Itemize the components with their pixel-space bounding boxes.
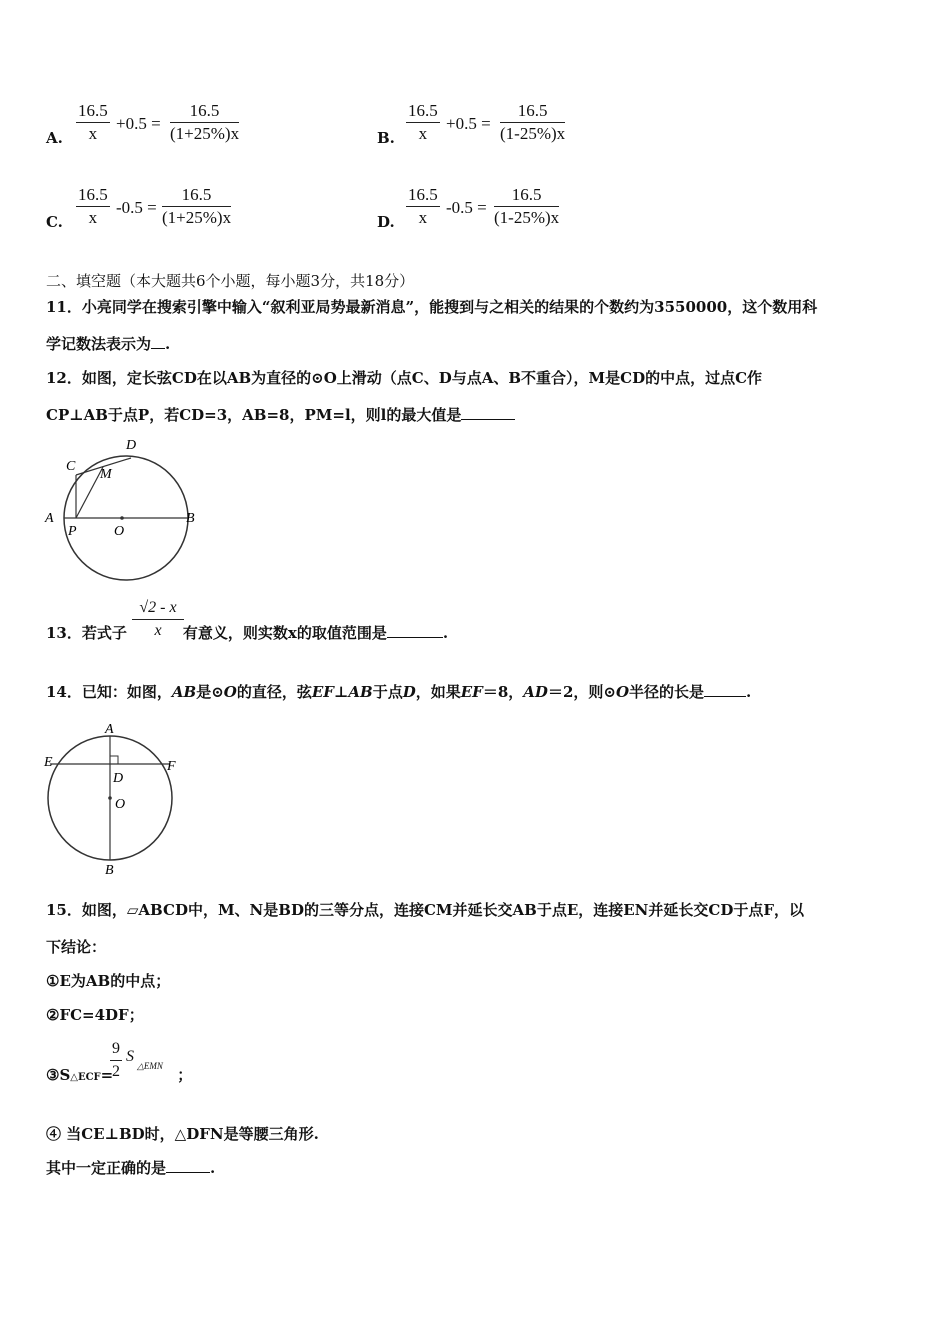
option-c-rhs-fraction <box>162 184 231 229</box>
q12-line1: 12．如图，定长弦CD在以AB为直径的⊙O上滑动（点C、D与点A、B不重合），M是CD的中点，过点C作 <box>46 369 763 387</box>
q14-text-1: 14．已知：如图， <box>46 683 172 701</box>
option-b-operator: +0.5 = <box>446 114 491 133</box>
option-d-rhs-fraction <box>494 184 559 229</box>
q14-var-ef: EF <box>311 683 334 701</box>
section-title: 二、填空题（本大题共6个小题，每小题3分，共18分） <box>46 272 415 290</box>
q15-last-line <box>46 1157 906 1178</box>
q12-label-c: C <box>66 459 76 474</box>
q12-center-dot <box>120 516 124 520</box>
q12-circle-figure <box>40 432 210 590</box>
option-c-rhs-num: 16.5 <box>162 184 231 207</box>
q14-var-ab: AB <box>171 683 197 701</box>
option-b-label: B. <box>377 129 395 147</box>
q14-label-f: F <box>167 759 176 774</box>
q15-answer-blank <box>166 1172 210 1173</box>
option-b-lhs-den: x <box>418 124 428 143</box>
q14-var-ad: AD <box>523 683 548 701</box>
q12-label-o: O <box>114 524 125 539</box>
option-b-lhs-fraction <box>406 100 440 145</box>
q11-text: 学记数法表示为 <box>46 335 152 353</box>
q14-circle-figure <box>40 718 190 880</box>
q13-prefix: 13．若式子 <box>46 624 127 642</box>
option-c-operator: -0.5 = <box>116 198 157 217</box>
option-c-label: C. <box>46 213 63 231</box>
q12-line2 <box>46 404 906 425</box>
option-d-lhs-num: 16.5 <box>406 184 440 207</box>
q14-center-dot <box>108 796 112 800</box>
option-a-rhs-fraction <box>170 100 239 145</box>
option-a-rhs-num: 16.5 <box>170 100 239 123</box>
q14-text-3: 的直径，弦 <box>236 683 312 701</box>
option-c-lhs-den: x <box>88 208 98 227</box>
q15-c3-den: 2 <box>112 1063 120 1080</box>
q15-conclusion-1: ①E为AB的中点； <box>46 972 171 990</box>
q13-frac-den: x <box>154 622 162 639</box>
option-c-rhs-den: (1+25%)x <box>162 208 232 227</box>
q12-label-d: D <box>126 438 137 453</box>
q14-text-2: 是⊙ <box>196 683 224 701</box>
option-b-rhs-den: (1-25%)x <box>500 124 566 143</box>
q14-label-e: E <box>44 755 53 770</box>
option-c-lhs-fraction <box>76 184 110 229</box>
option-a-rhs-den: (1+25%)x <box>170 124 240 143</box>
q14-right-angle-mark <box>110 756 118 764</box>
q15-last-text: 其中一定正确的是 <box>46 1159 167 1177</box>
q12-label-m: M <box>100 467 112 482</box>
q15-c3-eq: = <box>100 1066 114 1084</box>
q12-answer-blank <box>461 419 515 420</box>
q14-var-ef2: EF <box>460 683 483 701</box>
option-d-label: D. <box>377 213 395 231</box>
q14-var-ab2: AB <box>348 683 373 701</box>
q13-answer-blank <box>387 637 443 638</box>
q14-line <box>46 681 906 702</box>
q11-end: . <box>165 335 171 353</box>
option-d-lhs-den: x <box>418 208 428 227</box>
q14-label-b: B <box>105 863 114 878</box>
q14-text-8: ＝2，则⊙ <box>547 683 616 701</box>
option-d-rhs-num: 16.5 <box>494 184 559 207</box>
option-a-operator: +0.5 = <box>116 114 161 133</box>
q11-line2 <box>46 333 906 354</box>
q14-end: . <box>746 683 752 701</box>
q14-text-7: ＝8， <box>482 683 524 701</box>
option-d-operator: -0.5 = <box>446 198 487 217</box>
option-a-lhs-num: 16.5 <box>76 100 110 123</box>
q12-label-p: P <box>68 524 77 539</box>
q13-end: . <box>442 624 449 642</box>
q14-var-o: O <box>223 683 237 701</box>
q15-line1: 15．如图，▱ABCD中，M、N是BD的三等分点，连接CM并延长交AB于点E，连接EN并延长交CD于点F，以 <box>46 901 804 919</box>
q14-label-d: D <box>113 771 124 786</box>
option-b-rhs-fraction <box>500 100 565 145</box>
q15-c3-prefix: ③S <box>46 1066 71 1084</box>
q14-answer-blank <box>704 696 746 697</box>
q12-segment-pm <box>76 467 103 518</box>
q15-c3-fraction <box>110 1038 122 1083</box>
option-a-lhs-fraction <box>76 100 110 145</box>
q14-var-o2: O <box>615 683 630 701</box>
q15-last-end: . <box>210 1159 216 1177</box>
q14-text-5: 于点 <box>372 683 403 701</box>
q15-conclusion-3 <box>46 1064 906 1085</box>
option-d-lhs-fraction <box>406 184 440 229</box>
q13-suffix: 有意义，则实数x的取值范围是 <box>182 624 387 642</box>
q12-label-b: B <box>186 511 195 526</box>
q15-c3-s: S <box>126 1048 134 1065</box>
q15-conclusion-2: ②FC=4DF； <box>46 1006 144 1024</box>
option-b-rhs-num: 16.5 <box>500 100 565 123</box>
q14-text-4: ⊥ <box>333 683 349 701</box>
q14-text-9: 半径的长是 <box>629 683 705 701</box>
q15-c3-sub: △ECF <box>70 1072 101 1083</box>
option-c-lhs-num: 16.5 <box>76 184 110 207</box>
q15-conclusion-4: ④ 当CE⊥BD时，△DFN是等腰三角形. <box>46 1125 319 1143</box>
q12-label-a: A <box>45 511 54 526</box>
q13-fraction <box>132 597 184 642</box>
q14-label-a: A <box>105 722 114 737</box>
q15-line2: 下结论： <box>46 938 107 956</box>
option-d-rhs-den: (1-25%)x <box>494 208 560 227</box>
q15-c3-sub2: △EMN <box>137 1061 163 1071</box>
q15-c3-end: ； <box>177 1066 193 1084</box>
q11-answer-blank <box>151 348 165 349</box>
option-b-lhs-num: 16.5 <box>406 100 440 123</box>
q11-line1: 11．小亮同学在搜索引擎中输入“叙利亚局势最新消息”，能搜到与之相关的结果的个数约为3550000，这个数用科 <box>46 298 818 316</box>
q14-var-d: D <box>402 683 416 701</box>
option-a-label: A. <box>46 129 63 147</box>
q15-c3-num: 9 <box>110 1038 122 1061</box>
q14-text-6: ，如果 <box>415 683 461 701</box>
q12-text: CP⊥AB于点P，若CD=3，AB=8，PM=l，则l的最大值是 <box>46 406 462 424</box>
q14-label-o: O <box>115 797 126 812</box>
option-a-lhs-den: x <box>88 124 98 143</box>
q13-frac-num: √2 - x <box>132 597 184 620</box>
